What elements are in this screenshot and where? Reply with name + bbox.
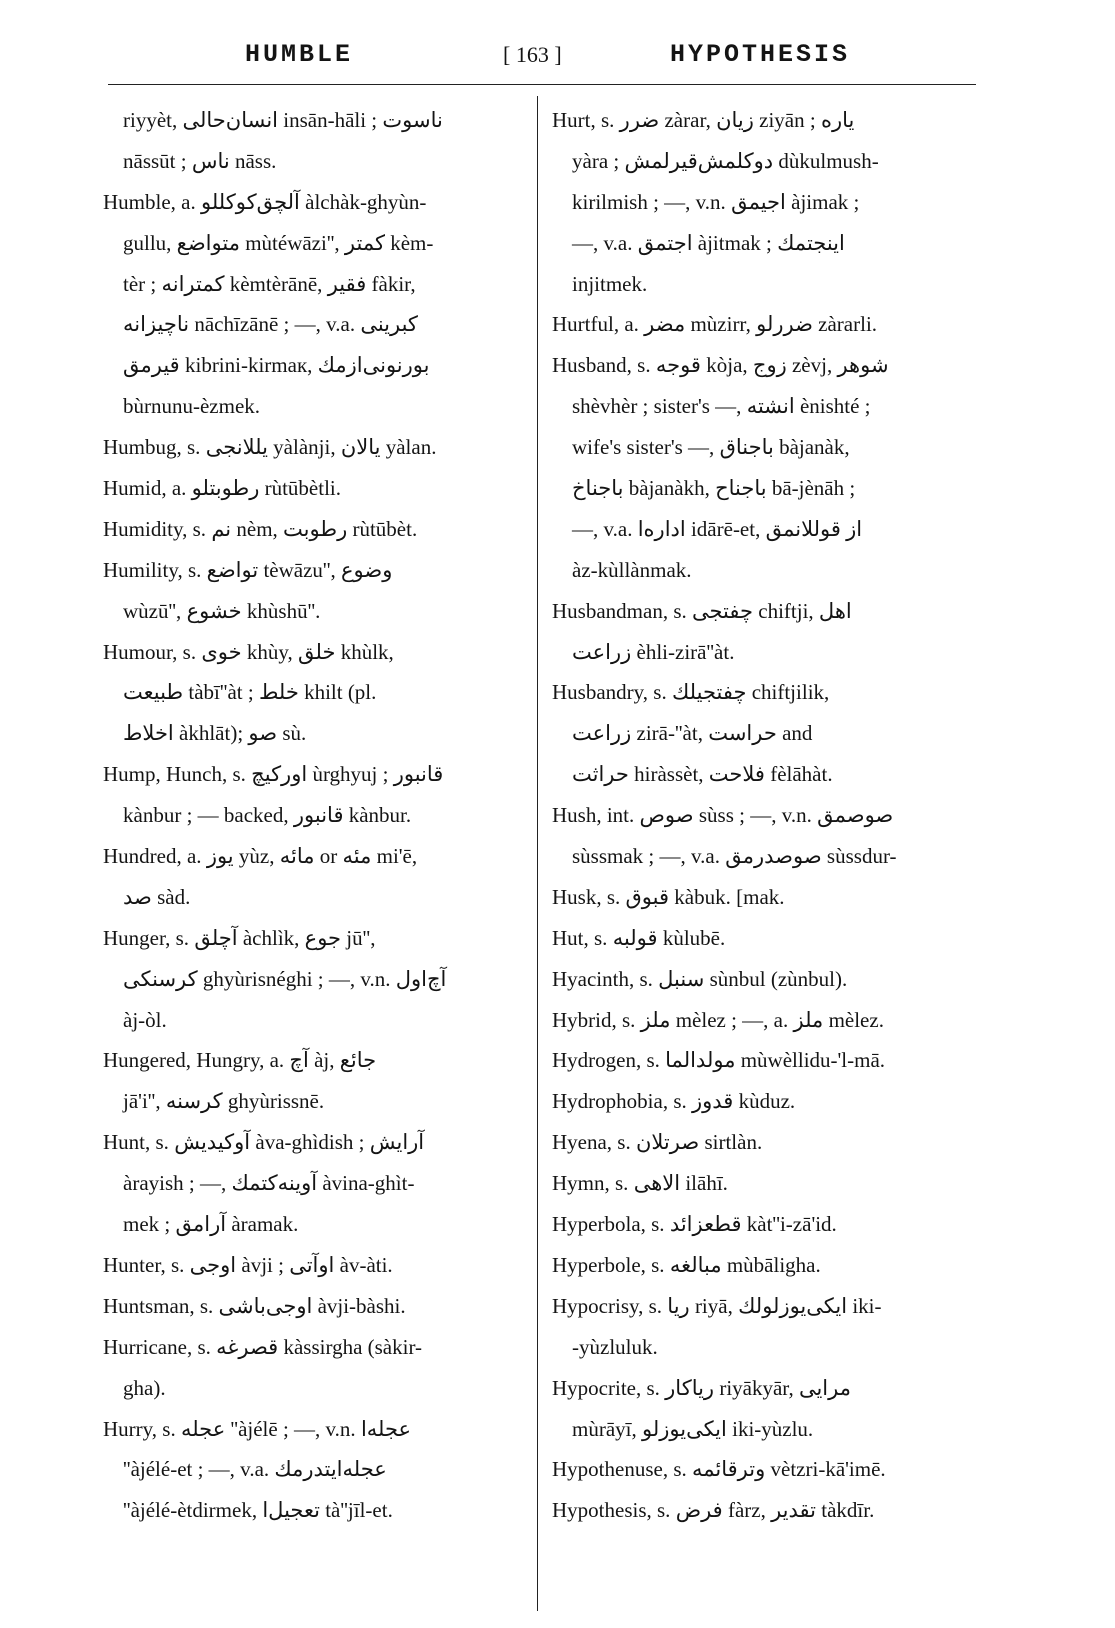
entry-continuation-line: mùrāyī, ایکی‌یوزلو iki-yùzlu. [572, 1416, 814, 1441]
entry-continuation-line: àz-kùllànmak. [572, 557, 692, 582]
entry-headword-line: Hunger, s. آچلق àchlìk, جوع jū'', [103, 925, 376, 950]
entry-continuation-line: kànbur ; — backed, قانبور kànbur. [123, 803, 412, 828]
entry-headword-line: Hypothesis, s. فرض fàrz, تقدیر tàkdīr. [552, 1498, 875, 1523]
entry-headword-line: Hundred, a. یوز yùz, مائه or مئه mi'ē, [103, 844, 418, 869]
entry-continuation-line: —, v.a. اداره‌ا idārē-et, از قوللانمق [572, 516, 863, 541]
entry-continuation-line: طبیعت tàbī''àt ; خلط khilt (pl. [123, 680, 377, 705]
entry-continuation-line: gullu, متواضع mùtéwāzi'', کمتر kèm- [123, 230, 434, 255]
entry-continuation-line: tèr ; کمترانه kèmtèrānē, فقیر fàkir, [123, 271, 416, 296]
left-column [103, 100, 523, 1531]
entry-continuation-line: کرسنکی ghyùrisnéghi ; —, v.n. آچ‌اول [123, 966, 447, 991]
entry-headword-line: Hyperbola, s. قطعزائد kàt''i-zā'id. [552, 1212, 837, 1237]
entry-continuation-line: ''àjélé-ètdirmek, تعجیل‌ا tà''jīl-et. [123, 1498, 393, 1523]
entry-continuation-line: زراعت zirā-''àt, حراست and [572, 721, 813, 746]
entry-continuation-line: باجناخ bàjanàkh, باجناح bā-jènāh ; [572, 476, 856, 501]
entry-headword-line: Humour, s. خوی khùy, خلق khùlk, [103, 639, 394, 664]
entry-continuation-line: àj-òl. [123, 1007, 167, 1032]
entry-headword-line: Husband, s. قوجه kòja, زوج zèvj, شوهر [552, 353, 889, 378]
entry-headword-line: Hyena, s. صرتلان sirtlàn. [552, 1130, 763, 1155]
entry-headword-line: Husbandman, s. چفتجی chiftji, اهل [552, 598, 852, 623]
entry-headword-line: Hunter, s. اوجی àvji ; اوآتی àv-àti. [103, 1252, 393, 1277]
entry-continuation-line: -yùzluluk. [572, 1334, 658, 1359]
entry-continuation-line: yàra ; دوکلمش‌قیرلمش dùkulmush- [572, 148, 879, 173]
entry-continuation-line: زراعت èhli-zirā''àt. [572, 639, 735, 664]
entry-headword-line: Hungered, Hungry, a. آچ àj, جائع [103, 1048, 377, 1073]
entry-headword-line: Hyperbole, s. مبالغه mùbāligha. [552, 1252, 821, 1277]
entry-continuation-line: wife's sister's —, باجناق bàjanàk, [572, 435, 850, 460]
entry-headword-line: Hypocrisy, s. ریا riyā, ایکی‌یوزلولك iki- [552, 1293, 882, 1318]
page-header [110, 40, 960, 80]
entry-continuation-line: —, v.a. اجتمق àjitmak ; اینجتمك [572, 230, 845, 255]
entry-headword-line: Hurricane, s. قصرغه kàssirgha (sàkir- [103, 1334, 423, 1359]
entry-headword-line: Hypothenuse, s. وترقائمه vètzri-kā'imē. [552, 1457, 886, 1482]
entry-continuation-line: bùrnunu-èzmek. [123, 394, 261, 419]
header-left-guide-word: HUMBLE [245, 40, 354, 69]
entry-continuation-line: mek ; آرامق àramak. [123, 1212, 299, 1237]
entry-headword-line: Hurt, s. ضرر zàrar, زیان ziyān ; یاره [552, 108, 855, 132]
entry-headword-line: Husk, s. قبوق kàbuk. [mak. [552, 884, 785, 909]
entry-continuation-line: اخلاط àkhlāt); صو sù. [123, 721, 307, 746]
entry-headword-line: Hush, int. صوص sùss ; —, v.n. صوصمق [552, 803, 894, 828]
entry-headword-line: Huntsman, s. اوجی‌باشی àvji-bàshi. [103, 1293, 406, 1318]
entry-continuation-line: حراثت hiràssèt, فلاحت fèlāhàt. [572, 762, 833, 787]
entry-headword-line: Husbandry, s. چفتجیلك chiftjilik, [552, 680, 830, 705]
entry-continuation-line: wùzū'', خشوع khùshū''. [123, 598, 321, 623]
entry-continuation-line: ناچیزانه nāchīzānē ; —, v.a. کبرینی [123, 312, 418, 337]
entry-headword-line: Humidity, s. نم nèm, رطوبت rùtūbèt. [103, 516, 418, 541]
entry-headword-line: Humbug, s. یللانجی yàlànji, یالان yàlan. [103, 435, 437, 460]
entry-continuation-line: ''àjélé-et ; —, v.a. عجله‌ایتدرمك [123, 1457, 387, 1482]
entry-headword-line: Hyacinth, s. سنبل sùnbul (zùnbul). [552, 966, 848, 991]
entry-continuation-line: قیرمق kibrini-kirmaк, بورنونی‌ازمك [123, 353, 430, 378]
entry-headword-line: Hut, s. قولبه kùlubē. [552, 925, 726, 950]
entry-continuation-line: shèvhèr ; sister's —, انشته ènishté ; [572, 394, 871, 419]
entry-headword-line: Hybrid, s. ملز mèlez ; —, a. ملز mèlez. [552, 1007, 884, 1032]
header-rule [108, 84, 976, 85]
entry-headword-line: Hymn, s. الاهی ilāhī. [552, 1171, 728, 1196]
entry-continuation-line: صد sàd. [123, 884, 191, 909]
entry-continuation-line: kirilmish ; —, v.n. اجیمق àjimak ; [572, 189, 860, 214]
entry-headword-line: Hurry, s. عجله ''àjélē ; —, v.n. عجله‌ا [103, 1416, 412, 1441]
entry-continuation-line: riyyèt, انسان‌حالی insān-hāli ; ناسوت [123, 108, 443, 132]
column-divider [537, 96, 538, 1611]
entry-continuation-line: jā'i'', کرسنه ghyùrissnē. [123, 1089, 325, 1114]
right-column [552, 100, 982, 1531]
entry-headword-line: Humility, s. تواضع tèwāzu'', وضوع [103, 557, 393, 582]
entry-headword-line: Hydrogen, s. مولدالما mùwèllidu-'l-mā. [552, 1048, 886, 1073]
entry-headword-line: Hypocrite, s. ریاکار riyākyār, مرایی [552, 1375, 851, 1400]
entry-continuation-line: nāssūt ; ناس nāss. [123, 148, 277, 173]
header-right-guide-word: HYPOTHESIS [670, 40, 851, 69]
entry-headword-line: Hump, Hunch, s. اورکیچ ùrghyuj ; قانبور [103, 762, 444, 787]
entry-headword-line: Hydrophobia, s. قدوز kùduz. [552, 1089, 796, 1114]
page-number: [ 163 ] [503, 42, 562, 67]
entry-headword-line: Humble, a. آلچق‌کوکللو àlchàk-ghyùn- [103, 189, 427, 214]
entry-continuation-line: sùssmak ; —, v.a. صوصدرمق sùssdur- [572, 844, 897, 869]
entry-continuation-line: àrayish ; —, آوینه‌کتمك àvina-ghìt- [123, 1171, 415, 1196]
entry-headword-line: Hunt, s. آوکیدیش àva-ghìdish ; آرایش [103, 1130, 425, 1155]
entry-continuation-line: injitmek. [572, 271, 648, 296]
entry-headword-line: Hurtful, a. مضر mùzirr, ضررلو zàrarli. [552, 312, 878, 337]
entry-headword-line: Humid, a. رطوبتلو rùtūbètli. [103, 476, 341, 501]
entry-continuation-line: gha). [123, 1375, 166, 1400]
